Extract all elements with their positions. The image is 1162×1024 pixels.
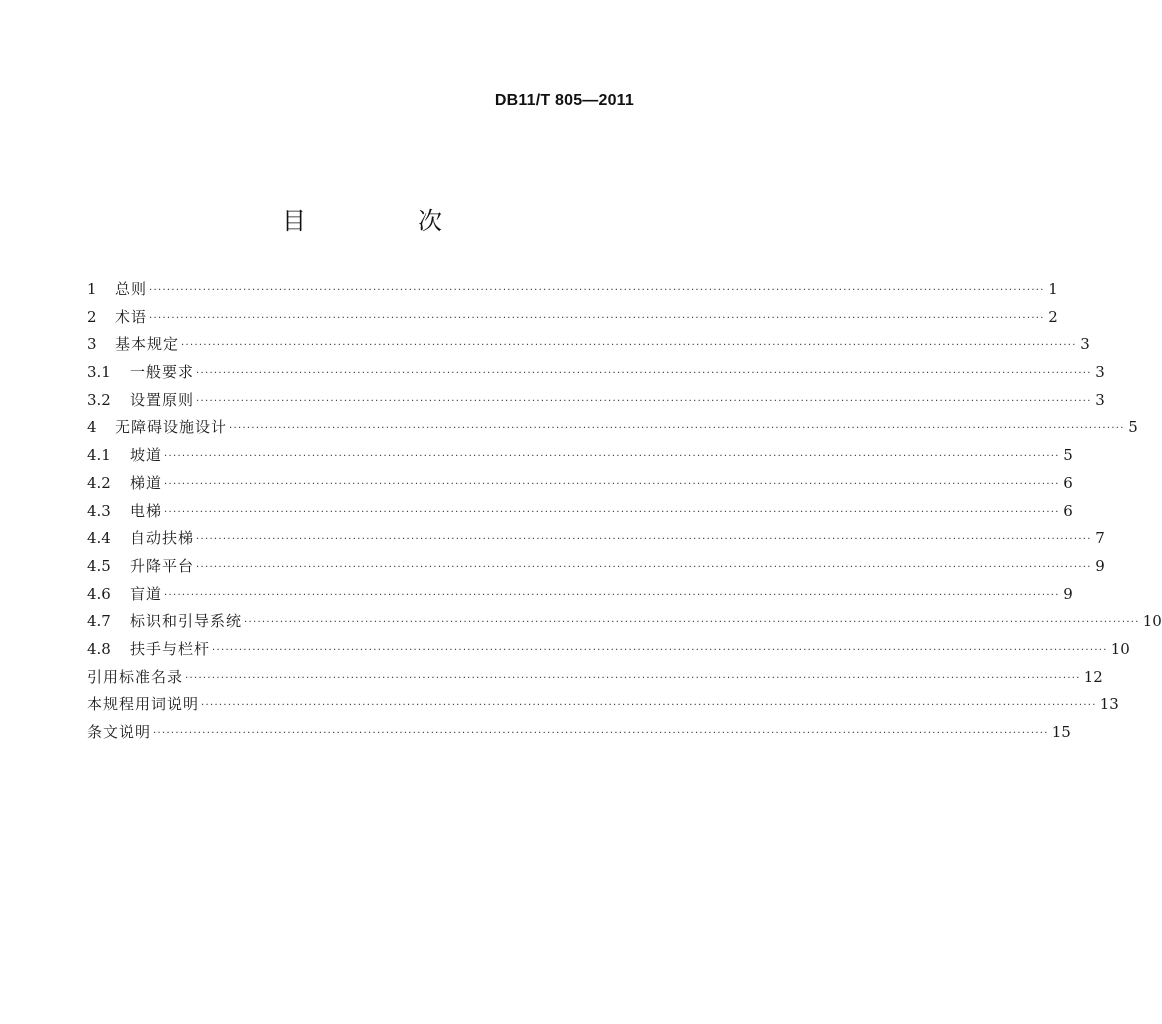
toc-dot-leader: ········································································································································································································ (201, 700, 1097, 712)
toc-dot-leader: ········································································································································································································ (196, 561, 1092, 573)
toc-entry-number: 4.1 (87, 446, 111, 465)
toc-dot-leader: ········································································································································································································ (196, 368, 1092, 380)
toc-entry-number: 2 (87, 307, 97, 326)
toc-dot-leader: ········································································································································································································ (212, 644, 1108, 656)
toc-entry-page: 15 (1051, 723, 1071, 741)
toc-entry-page: 2 (1048, 307, 1058, 326)
toc-entry-page: 10 (1110, 639, 1130, 658)
toc-entry-label: 标识和引导系统 (130, 612, 243, 631)
toc-entry (87, 304, 1058, 332)
toc-entry (87, 719, 1071, 747)
toc-entry-label: 基本规定 (115, 335, 180, 354)
toc-entry-label: 电梯 (130, 501, 163, 520)
toc-entry (87, 553, 1105, 581)
toc-entry-label: 自动扶梯 (130, 529, 195, 548)
toc-entry-label: 引用标准名录 (87, 667, 184, 686)
toc-dot-leader: ········································································································································································································ (181, 340, 1077, 352)
toc-entry-page: 9 (1063, 584, 1073, 603)
toc-entry (87, 414, 1138, 442)
toc-title: 目 次 (282, 207, 486, 235)
toc-entry (87, 525, 1105, 553)
toc-entry-page: 6 (1063, 473, 1073, 492)
toc-entry (87, 276, 1058, 304)
toc-entry (87, 691, 1119, 719)
toc-entry-page: 7 (1095, 529, 1105, 548)
toc-entry-page: 1 (1048, 280, 1058, 298)
standard-code: DB11/T 805—2011 (494, 92, 634, 109)
toc-dot-leader: ········································································································································································································ (149, 285, 1045, 296)
toc-entry-label: 梯道 (130, 473, 163, 492)
toc-dot-leader: ········································································································································································································ (196, 534, 1092, 546)
toc-entry-label: 无障碍设施设计 (115, 418, 228, 437)
toc-dot-leader: ········································································································································································································ (185, 672, 1081, 684)
toc-entry-label: 术语 (115, 307, 148, 326)
toc-entry (87, 498, 1073, 526)
toc-entry (87, 664, 1103, 692)
toc-entry-number: 4.7 (87, 612, 111, 631)
toc-dot-leader: ········································································································································································································ (153, 728, 1049, 739)
toc-entry (87, 608, 1162, 636)
toc-entry-label: 升降平台 (130, 556, 195, 575)
toc-entry-page: 3 (1095, 390, 1105, 409)
toc-entry-page: 6 (1063, 501, 1073, 520)
toc-entry-label: 盲道 (130, 584, 163, 603)
toc-entry-label: 扶手与栏杆 (130, 639, 211, 658)
toc-entry-number: 4.2 (87, 473, 111, 492)
toc-entry-number: 4.4 (87, 529, 111, 548)
toc-entry-label: 本规程用词说明 (87, 695, 200, 714)
toc-entry-number: 4.6 (87, 584, 111, 603)
toc-dot-leader: ········································································································································································································ (164, 451, 1060, 463)
toc-entry-label: 坡道 (130, 446, 163, 465)
toc-dot-leader: ········································································································································································································ (229, 423, 1125, 435)
toc-entry (87, 636, 1130, 664)
toc-entry-page: 3 (1080, 335, 1090, 354)
toc-entry (87, 331, 1090, 359)
toc-entry-label: 条文说明 (87, 723, 152, 741)
toc-dot-leader: ········································································································································································································ (164, 589, 1060, 601)
toc-dot-leader: ········································································································································································································ (196, 395, 1092, 407)
toc-entry-number: 3.2 (87, 390, 111, 409)
table-of-contents (87, 276, 1162, 747)
toc-entry-page: 5 (1128, 418, 1138, 437)
toc-entry-page: 12 (1083, 667, 1103, 686)
toc-entry-page: 13 (1099, 695, 1119, 714)
toc-entry-number: 4.5 (87, 556, 111, 575)
toc-entry-number: 3 (87, 335, 97, 354)
toc-dot-leader: ········································································································································································································ (149, 312, 1045, 324)
toc-entry-label: 一般要求 (130, 363, 195, 382)
toc-entry (87, 581, 1073, 609)
toc-entry-number: 4 (87, 418, 97, 437)
toc-entry-label: 设置原则 (130, 390, 195, 409)
toc-entry-number: 4.3 (87, 501, 111, 520)
toc-entry (87, 470, 1073, 498)
toc-entry-number: 4.8 (87, 639, 111, 658)
toc-entry (87, 359, 1105, 387)
toc-dot-leader: ········································································································································································································ (164, 478, 1060, 490)
toc-dot-leader: ········································································································································································································ (244, 617, 1140, 629)
toc-entry-number: 3.1 (87, 363, 111, 382)
toc-entry-number: 1 (87, 280, 97, 298)
toc-entry-page: 9 (1095, 556, 1105, 575)
toc-entry-label: 总则 (115, 280, 148, 298)
toc-entry-page: 5 (1063, 446, 1073, 465)
toc-entry-page: 10 (1142, 612, 1162, 631)
toc-entry (87, 387, 1105, 415)
toc-dot-leader: ········································································································································································································ (164, 506, 1060, 518)
toc-entry-page: 3 (1095, 363, 1105, 382)
toc-entry (87, 442, 1073, 470)
